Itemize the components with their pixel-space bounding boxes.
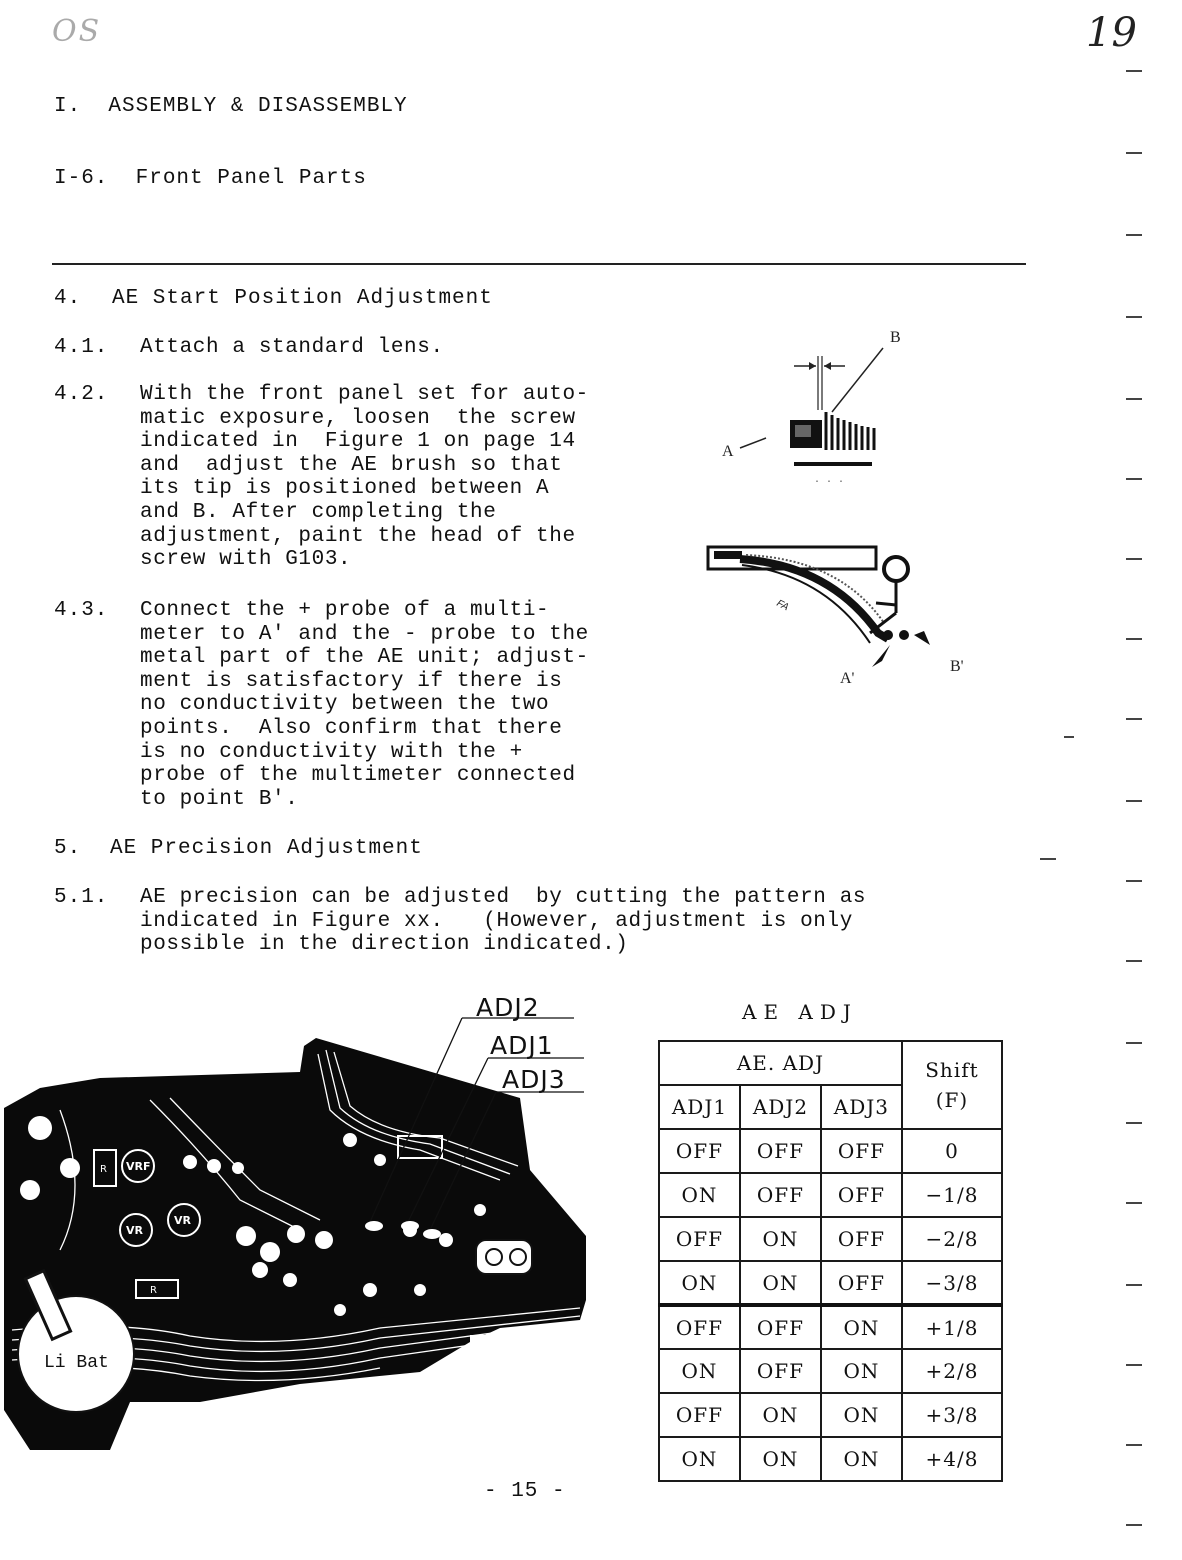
cell: OFF [821,1217,902,1261]
cell: OFF [740,1305,821,1349]
component-vrf: VRF [126,1160,151,1173]
cell: ON [821,1393,902,1437]
margin-mark [1126,960,1142,962]
cell: OFF [659,1217,740,1261]
cell: +2/8 [902,1349,1002,1393]
table-row [659,1173,1002,1217]
margin-mark [1126,1284,1142,1286]
component-vr-1: VR [126,1224,143,1237]
margin-mark [1064,736,1074,738]
page-number: - 15 - [484,1480,566,1503]
margin-mark [1126,316,1142,318]
margin-mark [1126,880,1142,882]
item-4-3-number: 4.3. [54,599,109,622]
label-b: B [890,329,901,346]
cell: ON [659,1437,740,1481]
margin-mark [1126,800,1142,802]
table-row [659,1305,1002,1349]
margin-mark [1126,1524,1142,1526]
margin-mark [1126,234,1142,236]
component-r-2: R [150,1285,157,1296]
item-4-1-number: 4.1. [54,336,109,359]
margin-mark [1126,478,1142,480]
cell: −1/8 [902,1173,1002,1217]
handwritten-page-number: 19 [1086,10,1137,56]
margin-mark [1126,152,1142,154]
label-a-prime: A' [840,670,855,687]
column-adj2: ADJ2 [740,1085,821,1129]
cell: OFF [740,1129,821,1173]
cell: ON [659,1261,740,1305]
cell: OFF [740,1173,821,1217]
margin-mark [1040,858,1056,860]
margin-mark [1126,70,1142,72]
cell: +4/8 [902,1437,1002,1481]
item-4-3-text: Connect the + probe of a multi- meter to A' and the - probe to the metal part of the AE unit; adjust- ment is satisfactory if there is no conductivity between the two points. Also confirm that there is no conductivity with the + probe of the multimeter connected to point B'. [140,599,589,811]
cell: OFF [659,1305,740,1349]
adj3-label: ADJ3 [502,1065,566,1094]
item-5-1-text: AE precision can be adjusted by cutting the pattern as indicated in Figure xx. (However, adjustment is only possible in the direction indicated.) [140,886,867,957]
cell: OFF [821,1261,902,1305]
table-row [659,1261,1002,1305]
label-a: A [722,443,734,460]
section-title: I. ASSEMBLY & DISASSEMBLY [54,95,408,118]
item-4-2-text: With the front panel set for auto- matic exposure, loosen the screw indicated in Figure 1 on page 14 and adjust the AE brush so that its tip is positioned between A and B. After completing the adjustment, paint the head of the screw with G103. [140,383,589,572]
adj2-label: ADJ2 [476,993,540,1022]
circuit-board-diagram [0,990,600,1470]
component-vr-2: VR [174,1214,191,1227]
cell: ON [821,1349,902,1393]
svg-text:· · ·: · · · [814,477,845,488]
table-row [659,1129,1002,1173]
table-row [659,1393,1002,1437]
cell: ON [659,1349,740,1393]
cell: −3/8 [902,1261,1002,1305]
item-4-2-number: 4.2. [54,383,109,406]
cell: ON [740,1261,821,1305]
subsection-title: I-6. Front Panel Parts [54,167,367,190]
table-row [659,1217,1002,1261]
cell: ON [659,1173,740,1217]
adj1-label: ADJ1 [490,1031,554,1060]
cell: OFF [659,1393,740,1437]
cell: OFF [740,1349,821,1393]
cell: OFF [821,1129,902,1173]
section-4-number: 4. [54,287,82,310]
corner-mark: OS [52,14,102,49]
ae-adj-title: AE ADJ [742,1000,858,1024]
cell: +3/8 [902,1393,1002,1437]
margin-mark [1126,1122,1142,1124]
label-b-prime: B' [950,658,964,675]
section-5-heading: AE Precision Adjustment [110,837,423,860]
item-5-1-number: 5.1. [54,886,109,909]
cell: +1/8 [902,1305,1002,1349]
cell: ON [740,1437,821,1481]
margin-mark [1126,558,1142,560]
margin-mark [1126,718,1142,720]
table-group-header: AE. ADJ [659,1041,902,1085]
shift-unit: (F) [935,1088,969,1112]
margin-mark [1126,1444,1142,1446]
item-4-1-text: Attach a standard lens. [140,336,444,359]
shift-label: Shift [925,1058,979,1082]
section-5-number: 5. [54,837,82,860]
li-bat-label: Li Bat [44,1353,109,1373]
cell: ON [740,1217,821,1261]
ae-adj-table [658,1040,1003,1482]
table-shift-header [902,1041,1002,1129]
column-adj3: ADJ3 [821,1085,902,1129]
horizontal-rule [52,263,1026,265]
cell: −2/8 [902,1217,1002,1261]
ae-brush-diagram [700,320,1000,500]
margin-mark [1126,1364,1142,1366]
cell: OFF [659,1129,740,1173]
column-adj1: ADJ1 [659,1085,740,1129]
cell: 0 [902,1129,1002,1173]
margin-mark [1126,1202,1142,1204]
table-row [659,1437,1002,1481]
margin-mark [1126,638,1142,640]
cell: ON [821,1305,902,1349]
section-4-heading: AE Start Position Adjustment [112,287,493,310]
margin-mark [1126,1042,1142,1044]
table-row [659,1349,1002,1393]
component-r-1: R [100,1164,107,1175]
ae-resistor-diagram [700,535,1000,695]
label-fa: FA [774,597,791,614]
cell: ON [821,1437,902,1481]
cell: ON [740,1393,821,1437]
cell: OFF [821,1173,902,1217]
margin-mark [1126,398,1142,400]
